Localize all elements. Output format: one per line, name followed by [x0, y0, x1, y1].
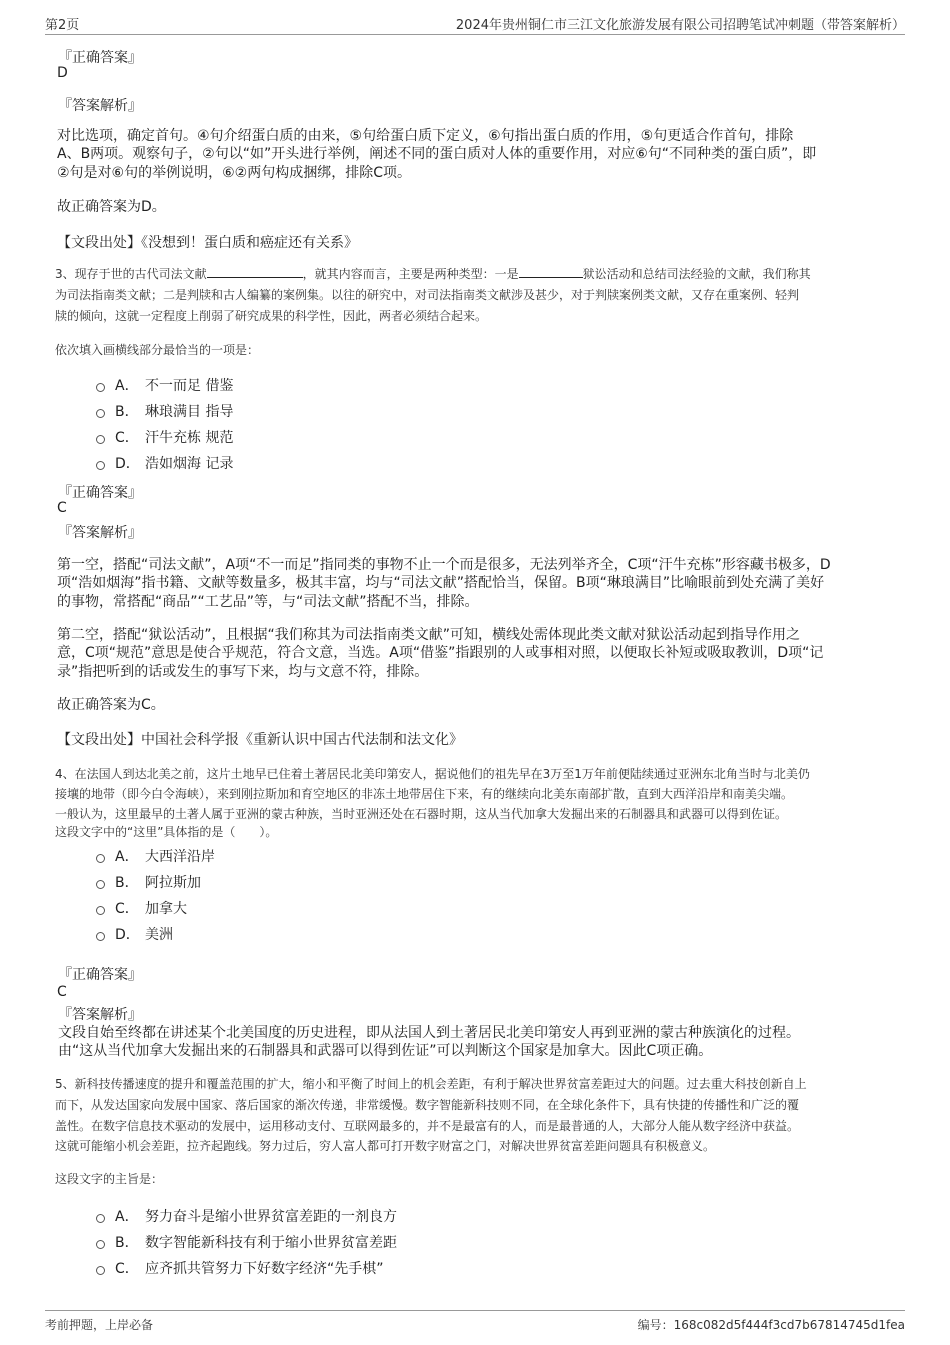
analysis-line: 对比选项，确定首句。④句介绍蛋白质的由来，⑤句给蛋白质下定义，⑥句指出蛋白质的作用，⑤句更适合作首句，排除 [57, 128, 794, 144]
analysis-line: 由“这从当代加拿大发掘出来的石制器具和武器可以得到佐证”可以判断这个国家是加拿大。因此C项正确。 [58, 1043, 713, 1059]
question-text: 接壤的地带（即今白令海峡），来到刚拉斯加和育空地区的非冻土地带居住下来，有的继续向北美东南部扩散，直到大西洋沿岸和南美尖端。 [55, 787, 794, 801]
option-a[interactable]: A． 努力奋斗是缩小世界贫富差距的一剂良方 [96, 1206, 397, 1226]
question-text: 盖性。在数字信息技术驱动的发展中，运用移动支付、互联网最多的，并不是最富有的人，而是最普通的人，大部分人能从数字经济中获益。 [55, 1119, 800, 1133]
analysis-line: A、B两项。观察句子，②句以“如”开头进行举例，阐述不同的蛋白质对人体的重要作用，对应⑥句“不同种类的蛋白质”，即 [57, 146, 817, 162]
radio-button[interactable] [96, 854, 105, 863]
option-b[interactable]: B． 数字智能新科技有利于缩小世界贫富差距 [96, 1232, 397, 1252]
page-footer [45, 1310, 905, 1333]
radio-button[interactable] [96, 906, 105, 915]
option-d[interactable]: D． 美洲 [96, 924, 173, 944]
radio-button[interactable] [96, 435, 105, 444]
radio-button[interactable] [96, 880, 105, 889]
answer-label: 『正确答案』 [58, 50, 142, 66]
question-text: 为司法指南类文献；二是判牍和古人编纂的案例集。以往的研究中，对司法指南类文献涉及甚少，对于判牍案例类文献，又存在重案例、轻判 [55, 288, 800, 302]
analysis-label: 『答案解析』 [58, 525, 142, 541]
question-text: 4、在法国人到达北美之前，这片土地早已住着土著居民北美印第安人，据说他们的祖先早在3万至1万年前便陆续通过亚洲东北角当时与北美仍 [55, 767, 810, 781]
answer-value: C [57, 984, 67, 1000]
radio-button[interactable] [96, 383, 105, 392]
answer-label: 『正确答案』 [58, 967, 142, 983]
option-a[interactable]: A． 不一而足 借鉴 [96, 375, 233, 395]
conclusion: 故正确答案为C。 [57, 697, 165, 713]
radio-button[interactable] [96, 932, 105, 941]
option-c[interactable]: C． 汗牛充栋 规范 [96, 427, 233, 447]
source-citation: 【文段出处】《没想到！蛋白质和癌症还有关系》 [57, 235, 358, 251]
analysis-line: 的事物，常搭配“商品”“工艺品”等，与“司法文献”搭配不当，排除。 [57, 594, 479, 610]
document-code: 编号：168c082d5f444f3cd7b67814745d1fea [637, 1318, 905, 1332]
answer-label: 『正确答案』 [58, 485, 142, 501]
option-b[interactable]: B． 阿拉斯加 [96, 872, 201, 892]
analysis-line: ②句是对⑥句的举例说明，⑥②两句构成捆绑，排除C项。 [57, 165, 411, 181]
question-text: 3、现存于世的古代司法文献 ，就其内容而言，主要是两种类型：一是 狱讼活动和总结司法经验的文献，我们称其 [55, 267, 811, 281]
document-title: 2024年贵州铜仁市三江文化旅游发展有限公司招聘笔试冲刺题（带答案解析） [455, 18, 905, 33]
radio-button[interactable] [96, 409, 105, 418]
analysis-line: 意，C项“规范”意思是使合乎规范，符合文意，当选。A项“借鉴”指跟别的人或事相对照，以便取长补短或吸取教训，D项“记 [57, 645, 824, 661]
source-citation: 【文段出处】中国社会科学报《重新认识中国古代法制和法文化》 [57, 732, 463, 748]
analysis-line: 文段自始至终都在讲述某个北美国度的历史进程，即从法国人到土著居民北美印第安人再到亚洲的蒙古种族演化的过程。 [58, 1025, 800, 1041]
analysis-label: 『答案解析』 [58, 1007, 142, 1023]
option-b[interactable]: B． 琳琅满目 指导 [96, 401, 233, 421]
radio-button[interactable] [96, 1240, 105, 1249]
question-text: 牍的倾向，这就一定程度上削弱了研究成果的科学性，因此，两者必须结合起来。 [55, 309, 488, 323]
question-prompt: 这段文字的主旨是： [55, 1172, 164, 1186]
page-header [45, 14, 905, 35]
option-a[interactable]: A． 大西洋沿岸 [96, 846, 215, 866]
page-number: 第2页 [45, 18, 80, 33]
radio-button[interactable] [96, 1266, 105, 1275]
option-c[interactable]: C． 应齐抓共管努力下好数字经济“先手棋” [96, 1258, 384, 1278]
question-text: 一般认为，这里最早的土著人属于亚洲的蒙古种族，当时亚洲还处在石器时期，这从当代加拿大发掘出来的石制器具和武器可以得到佐证。 [55, 807, 788, 821]
analysis-label: 『答案解析』 [58, 98, 142, 114]
fill-blank [519, 265, 583, 278]
analysis-line: 录”指把听到的话或发生的事写下来，均与文意不符，排除。 [57, 664, 429, 680]
question-prompt: 依次填入画横线部分最恰当的一项是： [55, 343, 260, 357]
question-text: 这段文字中的“这里”具体指的是（ ）。 [55, 825, 278, 839]
answer-value: C [57, 500, 67, 516]
analysis-line: 第一空，搭配“司法文献”，A项“不一而足”指同类的事物不止一个而是很多，无法列举齐全，C项“汗牛充栋”形容藏书极多，D [57, 557, 831, 573]
question-text: 这就可能缩小机会差距，拉齐起跑线。努力过后，穷人富人都可打开数字财富之门，对解决世界贫富差距问题具有积极意义。 [55, 1139, 716, 1153]
option-d[interactable]: D． 浩如烟海 记录 [96, 453, 233, 473]
analysis-line: 第二空，搭配“狱讼活动”，且根据“我们称其为司法指南类文献”可知，横线处需体现此类文献对狱讼活动起到指导作用之 [57, 627, 801, 643]
question-text: 而下，从发达国家向发展中国家、落后国家的渐次传递，非常缓慢。数字智能新科技则不同，在全球化条件下，具有快捷的传播性和广泛的覆 [55, 1098, 800, 1112]
question-text: 5、新科技传播速度的提升和覆盖范围的扩大，缩小和平衡了时间上的机会差距，有利于解决世界贫富差距过大的问题。过去重大科技创新自上 [55, 1077, 807, 1091]
analysis-line: 项“浩如烟海”指书籍、文献等数量多，极其丰富，均与“司法文献”搭配恰当，保留。B项“琳琅满目”比喻眼前到处充满了美好 [57, 575, 825, 591]
fill-blank [207, 265, 303, 278]
conclusion: 故正确答案为D。 [57, 199, 166, 215]
footer-slogan: 考前押题，上岸必备 [45, 1318, 154, 1332]
radio-button[interactable] [96, 461, 105, 470]
radio-button[interactable] [96, 1214, 105, 1223]
answer-value: D [57, 65, 68, 81]
option-c[interactable]: C． 加拿大 [96, 898, 187, 918]
